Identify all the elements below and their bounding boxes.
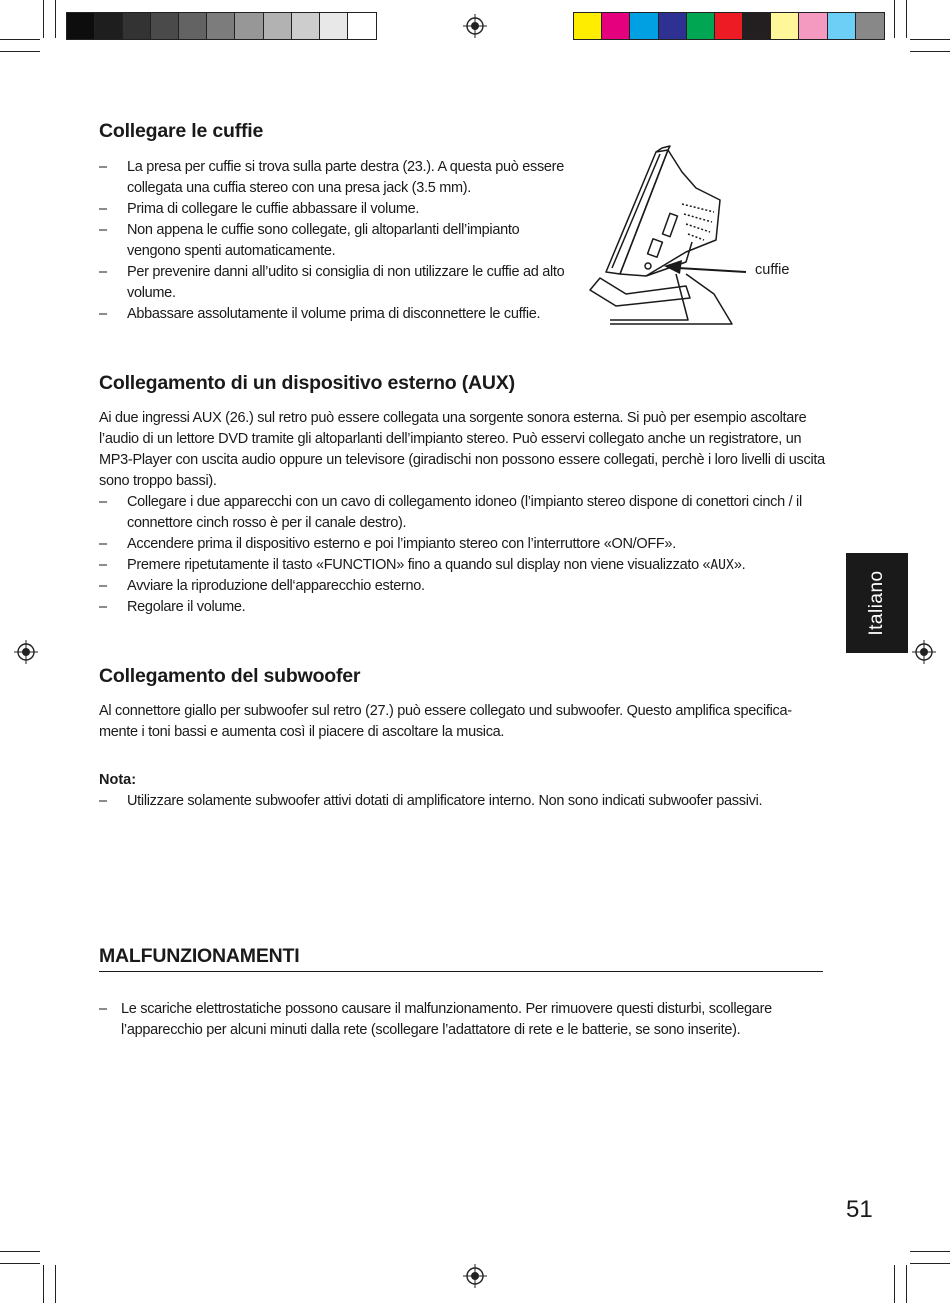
color-swatch — [856, 13, 884, 39]
headphones-instructions-list — [99, 157, 569, 325]
note-list — [99, 791, 829, 812]
color-swatch — [828, 13, 856, 39]
list-item: – Regolare il volume. — [99, 597, 829, 618]
color-swatch — [687, 13, 715, 39]
color-swatch — [743, 13, 771, 39]
note-label: Nota: — [99, 772, 137, 788]
color-swatch — [574, 13, 602, 39]
color-swatch — [771, 13, 799, 39]
registration-mark-icon — [14, 640, 38, 664]
list-item: – Non appena le cuffie sono collegate, gli altoparlanti dell’impianto vengono spenti automaticamente. — [99, 220, 569, 262]
color-swatch — [292, 13, 320, 39]
color-swatch — [264, 13, 292, 39]
list-item: – Le scariche elettrostatiche possono causare il malfunzionamento. Per rimuovere questi disturbi, scollegare l’apparecchio per alcuni minuti dalla rete (scollegare l’adattatore di rete e le batterie, se sono inserite). — [99, 999, 823, 1041]
color-swatch — [235, 13, 263, 39]
list-item: – Per prevenire danni all’udito si consiglia di non utilizzare le cuffie ad alto volume. — [99, 262, 569, 304]
color-swatch — [123, 13, 151, 39]
color-swatch — [799, 13, 827, 39]
registration-mark-icon — [463, 14, 487, 38]
color-swatch — [602, 13, 630, 39]
list-item: – Prima di collegare le cuffie abbassare il volume. — [99, 199, 569, 220]
registration-mark-icon — [912, 640, 936, 664]
color-swatch — [151, 13, 179, 39]
list-item: – Utilizzare solamente subwoofer attivi dotati di amplificatore interno. Non sono indicati subwoofer passivi. — [99, 791, 829, 812]
lcd-display-text: AUX — [710, 558, 734, 573]
list-item: – Abbassare assolutamente il volume prima di disconnettere le cuffie. — [99, 304, 569, 325]
color-swatch — [179, 13, 207, 39]
aux-intro-paragraph: Ai due ingressi AUX (26.) sul retro può essere collegata una sorgente sonora esterna. Si può per esempio ascoltare l’audio di un lettore DVD tramite gli altoparlanti dell’impianto stereo. Può esservi collegato anche un registratore, un MP3-Player con uscita audio oppure un televisore (giradischi non possono essere collegati, perchè i loro livelli di uscita sono troppo bassi). — [99, 410, 825, 489]
list-item: – Avviare la riproduzione dell‘apparecchio esterno. — [99, 576, 829, 597]
language-tab-label: Italiano — [866, 570, 887, 636]
list-item — [99, 555, 829, 576]
aux-section-title: Collegamento di un dispositivo esterno (AUX) — [99, 372, 515, 394]
subwoofer-section-title: Collegamento del subwoofer — [99, 665, 361, 687]
list-item: – La presa per cuffie si trova sulla parte destra (23.). A questa può essere collegata una cuffia stereo con una presa jack (3.5 mm). — [99, 157, 569, 199]
color-swatch — [95, 13, 123, 39]
registration-mark-icon — [463, 1264, 487, 1288]
list-item-text: Premere ripetutamente il tasto «FUNCTION» fino a quando sul display non viene visualizzato « — [127, 557, 711, 573]
headphone-figure-label: cuffie — [755, 262, 790, 278]
list-item-suffix: ». — [733, 557, 746, 573]
subwoofer-paragraph: Al connettore giallo per subwoofer sul retro (27.) può essere collegato und subwoofer. Questo amplifica specifica-mente i toni bassi e aumenta così il piacere di ascoltare la musica. — [99, 703, 792, 740]
headphones-section-title: Collegare le cuffie — [99, 120, 264, 142]
list-item: – Accendere prima il dispositivo esterno e poi l’impianto stereo con l’interruttore «ON/OFF». — [99, 534, 829, 555]
aux-instructions-list — [99, 492, 829, 618]
malfunctions-section-title: MALFUNZIONAMENTI — [99, 945, 300, 967]
color-swatch — [659, 13, 687, 39]
grayscale-calibration-strip — [66, 12, 377, 40]
headphone-jack-illustration — [586, 144, 750, 328]
color-swatch — [67, 13, 95, 39]
color-swatch — [630, 13, 658, 39]
color-swatch — [207, 13, 235, 39]
page-number: 51 — [846, 1196, 873, 1223]
color-calibration-strip — [573, 12, 885, 40]
section-divider — [99, 971, 823, 972]
color-swatch — [715, 13, 743, 39]
color-swatch — [320, 13, 348, 39]
color-swatch — [348, 13, 376, 39]
list-item: – Collegare i due apparecchi con un cavo di collegamento idoneo (l’impianto stereo dispone di conettori cinch / il connettore cinch rosso è per il canale destro). — [99, 492, 829, 534]
malfunctions-list — [99, 999, 823, 1041]
language-side-tab — [846, 553, 908, 653]
